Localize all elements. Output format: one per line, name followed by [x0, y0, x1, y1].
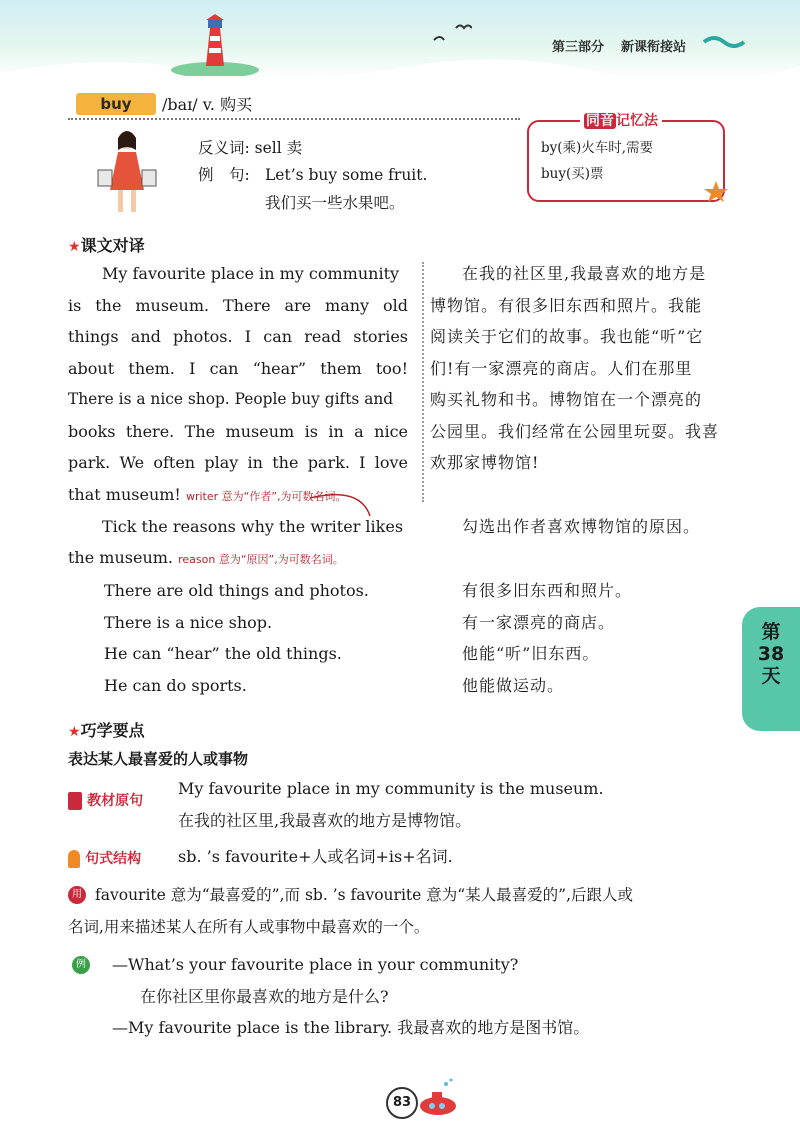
- structure-badge: [68, 848, 141, 868]
- submarine-icon: [416, 1078, 460, 1120]
- textbook-en: My favourite place in my community is the museum.: [178, 779, 604, 798]
- part-label: 第三部分: [552, 40, 605, 55]
- task-zh: 勾选出作者喜欢博物馆的原因。: [462, 517, 701, 536]
- passage-en-line: things and photos. I can read stories: [68, 327, 408, 346]
- tips-subtitle: 表达某人最喜爱的人或事物: [68, 750, 249, 768]
- section-title-tips: ★巧学要点: [68, 721, 145, 740]
- example-zh: 我们买一些水果吧。: [265, 194, 405, 212]
- vocab-word: buy: [76, 93, 156, 115]
- structure-label: 句式结构: [85, 851, 142, 867]
- passage-zh-line: 博物馆。有很多旧东西和照片。我能: [430, 295, 703, 315]
- day-tab-line-1: 第: [761, 621, 781, 643]
- textbook-zh: 在我的社区里,我最喜欢的地方是博物馆。: [178, 811, 472, 830]
- passage-en-line: My favourite place in my community: [102, 264, 400, 283]
- option-en: He can “hear” the old things.: [104, 644, 342, 663]
- day-tab-line-3: 天: [761, 665, 781, 687]
- passage-en-line: that museum!: [68, 484, 181, 504]
- section-title-translation: ★课文对译: [68, 236, 145, 255]
- passage-zh-line: 欢那家博物馆!: [430, 453, 540, 472]
- wave-logo-icon: [702, 32, 746, 48]
- memory-title: [580, 110, 662, 130]
- antonym-line: 反义词: sell 卖: [198, 139, 303, 157]
- usage-line-1: favourite 意为“最喜爱的”,而 sb. ’s favourite 意为“某人最喜爱的”,后跟人或: [95, 886, 634, 904]
- task-en-1: Tick the reasons why the writer likes: [102, 517, 404, 536]
- example-en: Let’s buy some fruit.: [265, 166, 428, 184]
- pencil-icon: [68, 850, 80, 868]
- passage-en-line: is the museum. There are many old: [68, 295, 408, 315]
- passage-zh-line: 阅读关于它们的故事。我也能“听”它: [430, 327, 704, 346]
- structure-formula: sb. ’s favourite+人或名词+is+名词.: [178, 847, 453, 866]
- usage-line-2: 名词,用来描述某人在所有人或事物中最喜欢的一个。: [68, 918, 430, 936]
- day-tab-line-2: 38: [757, 643, 785, 665]
- passage-en-line: park. We often play in the park. I love: [68, 453, 408, 472]
- option-zh: 有很多旧东西和照片。: [462, 581, 633, 600]
- textbook-badge: [68, 790, 143, 810]
- memory-title-text: 记忆法: [616, 113, 658, 129]
- example-line-2: 在你社区里你最喜欢的地方是什么?: [140, 987, 389, 1006]
- memory-tag: 同音: [586, 113, 614, 129]
- passage-en-line: There is a nice shop. People buy gifts and: [68, 390, 394, 408]
- passage-en-line: about them. I can “hear” them too!: [68, 358, 408, 378]
- lighthouse-icon: [170, 14, 260, 76]
- star-icon: ★: [68, 724, 81, 740]
- option-zh: 他能“听”旧东西。: [462, 644, 600, 663]
- option-zh: 有一家漂亮的商店。: [462, 612, 616, 632]
- seagull-icon: [432, 22, 472, 44]
- passage-zh: [430, 258, 730, 479]
- header-title: 新课衔接站: [621, 40, 687, 55]
- starfish-icon: [700, 180, 732, 202]
- divider: [68, 118, 520, 120]
- example-line-1: —What’s your favourite place in your community?: [112, 955, 519, 974]
- memory-line-1: by(乘)火车时,需要: [541, 140, 654, 156]
- passage-zh-line: 在我的社区里,我最喜欢的地方是: [462, 264, 707, 283]
- options-zh: [462, 575, 632, 701]
- page-number: 83: [386, 1087, 418, 1119]
- option-en: There are old things and photos.: [104, 581, 369, 600]
- passage-en: [68, 258, 408, 512]
- example-badge: 例句: [72, 956, 90, 989]
- example-line-3: —My favourite place is the library. 我最喜欢的地方是图书馆。: [112, 1018, 590, 1037]
- memory-box: [527, 120, 725, 202]
- day-tab: [742, 607, 800, 731]
- usage-badge: 用法: [68, 886, 86, 919]
- passage-zh-line: 们!有一家漂亮的商店。人们在那里: [430, 358, 693, 378]
- task-en-2: the museum.: [68, 548, 174, 567]
- option-en: There is a nice shop.: [104, 612, 273, 632]
- option-zh: 他能做运动。: [462, 675, 565, 695]
- note-writer: writer 意为“作者”,为可数名词。: [185, 489, 347, 503]
- vocab-definition: /baɪ/ v. 购买: [162, 95, 253, 114]
- shopping-girl-illustration: [92, 126, 162, 218]
- textbook-label: 教材原句: [87, 793, 144, 809]
- star-icon: ★: [68, 239, 81, 255]
- passage-zh-line: 购买礼物和书。博物馆在一个漂亮的: [430, 390, 703, 409]
- note-reason: reason 意为“原因”,为可数名词。: [178, 553, 344, 566]
- option-en: He can do sports.: [104, 675, 247, 695]
- passage-zh-line: 公园里。我们经常在公园里玩耍。我喜: [430, 421, 720, 441]
- book-icon: [68, 792, 82, 810]
- example-label: 例 句:: [198, 166, 250, 184]
- memory-line-2: buy(买)票: [541, 166, 604, 182]
- passage-en-line: books there. The museum is in a nice: [68, 421, 408, 441]
- column-separator: [422, 262, 424, 502]
- options-en: [104, 575, 369, 701]
